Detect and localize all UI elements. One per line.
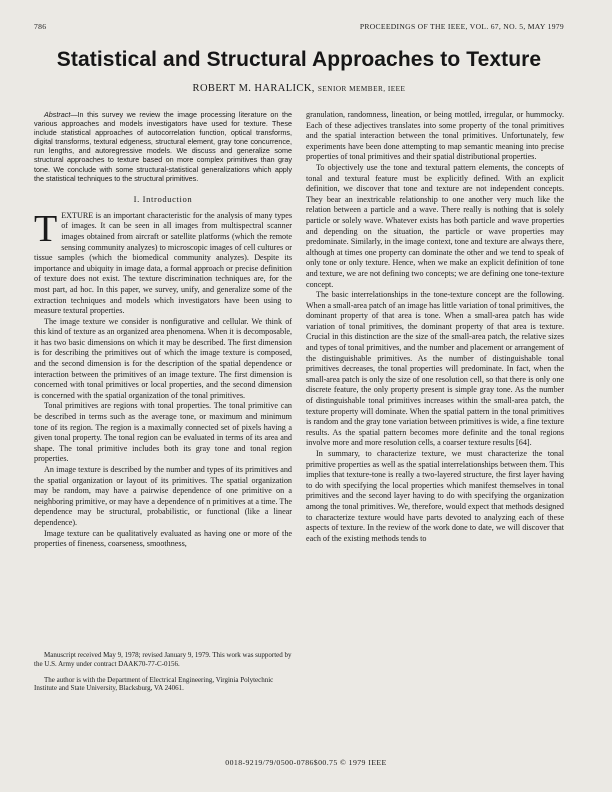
- author-line: [34, 83, 564, 94]
- intro-paragraph-2: The image texture we consider is nonfigurative and cellular. We think of this kind of texture as an organized area phenomena. When it is decomposable, it has two basic dimensions on which it may be described. The first dimension is for describing the primitives out of which the image texture is composed, and the second dimension is for the description of the spatial dependence or interaction between the primitives of an image texture. The first dimension is concerned with tonal primitives or local properties, and the second dimension is concerned with the spatial organization of the tonal primitives.: [34, 316, 292, 400]
- right-paragraph-2: To objectively use the tone and textural pattern elements, the concepts of tonal and textural feature must be explicitly defined. With an explicit definition, we discover that tone and texture are not independent concepts. They bear an inextricable relationship to one another very much like the relation between a particle and a wave. There really is nothing that is solely particle or solely wave. Whatever exists has both particle and wave properties and depending on the situation, the particle or wave properties may predominate. Similarly, in the image context, tone and texture are always there, although at times one property can dominate the other and we tend to speak of only tone or only texture. Hence, when we make an explicit definition of tone and texture, we are not defining two concepts; we are defining one tone-texture concept.: [306, 162, 564, 289]
- abstract-text: —In this survey we review the image processing literature on the various approaches and models investigators have used for texture. These include statistical approaches of autocorrelation function, optical transforms, digital transforms, textural edgeness, structural element, gray tone concurrence, run lengths, and autoregressive models. We discuss and generalize some structural approaches to texture based on more complex primitives than gray tone. We conclude with some structural-statistical generalizations which apply the statistical techniques to the structural primitives.: [34, 110, 292, 183]
- intro-paragraph-1-text: EXTURE is an important characteristic for the analysis of many types of images. It can be seen in all images from multispectral scanner images obtained from aircraft or satellite platforms (which the remote sensing community analyzes) to microscopic images of cell cultures or tissue samples (which the biomedical community analyzes). Despite its importance and ubiquity in image data, a formal approach or precise definition of texture does not exist. The texture discrimination techniques are, for the most part, ad hoc. In this paper, we survey, unify, and generalize some of the extraction techniques and models which investigators have been using to measure textural properties.: [34, 210, 292, 316]
- drop-cap: T: [34, 207, 58, 250]
- running-head: [34, 22, 564, 34]
- two-column-body: [34, 110, 564, 550]
- footnote-affiliation: The author is with the Department of Electrical Engineering, Virginia Polytechnic Institute and State University, Blacksburg, VA 24061.: [34, 675, 274, 693]
- page-number: 786: [34, 22, 47, 31]
- right-paragraph-4: In summary, to characterize texture, we must characterize the tonal primitive properties as well as the spatial interrelationships between them. This implies that texture-tone is really a two-layered structure, the first layer having to do with specifying the local properties which manifest themselves in tonal primitives and the second layer having to do with specifying the organization among the tonal primitives. We, therefore, would expect that methods designed to characterize texture would have parts devoted to analyzing each of these aspects of texture. In the review of the work done to date, we will discover that each of the existing methods tends to: [306, 449, 564, 543]
- footnote-manuscript: Manuscript received May 9, 1978; revised January 9, 1979. This work was supported by the U.S. Army under contract DAAK70-77-C-0156.: [34, 651, 292, 668]
- left-column: [34, 110, 292, 550]
- intro-paragraph-5: Image texture can be qualitatively evaluated as having one or more of the properties of fineness, coarseness, smoothness,: [34, 528, 292, 549]
- abstract-lead: Abstract: [44, 110, 71, 119]
- right-column: [306, 110, 564, 550]
- journal-citation: PROCEEDINGS OF THE IEEE, VOL. 67, NO. 5, MAY 1979: [359, 22, 564, 31]
- intro-paragraph-1: [34, 207, 292, 317]
- copyright-line: 0018-9219/79/0500-0786$00.75 © 1979 IEEE: [225, 758, 387, 767]
- paper-title: Statistical and Structural Approaches to Texture: [56, 48, 542, 71]
- abstract: [34, 110, 292, 183]
- right-paragraph-3: The basic interrelationships in the tone-texture concept are the following. When a small-area patch of an image has little variation of tonal primitives, the dominant property of that area is tone. When a small-area patch has wide variation of tonal primitives, the dominant property of that area is texture. Crucial in this distinction are the size of the small-area patch, the relative sizes and types of tonal primitives, and the number and placement or arrangement of the distinguishable primitives. As the number of distinguishable tonal primitives decreases, the tonal properties will predominate. In fact, when the small-area patch is only the size of one resolution cell, so that there is only one discrete feature, the only property present is simple gray tone. As the number of distinguishable tonal primitives increases within the small-area patch, the texture property will dominate. When the spatial pattern in the tonal primitives is random and the gray tone variation between primitives is wide, a fine texture results. As the spatial pattern becomes more definite and the tonal regions involve more and more resolution cells, a coarser texture results [64].: [306, 290, 564, 448]
- right-paragraph-1: granulation, randomness, lineation, or being mottled, irregular, or hummocky. Each of these adjectives translates into some property of the tonal primitives and the spatial interaction between the tonal primitives. Unfortunately, few experiments have been done attempting to map semantic meaning into precise properties of tonal primitives and their spatial distributional properties.: [306, 110, 564, 162]
- author-membership: SENIOR MEMBER, IEEE: [317, 85, 406, 93]
- intro-paragraph-3: Tonal primitives are regions with tonal properties. The tonal primitive can be described in terms such as the average tone, or maximum and minimum tone of its region. The region is a maximally connected set of pixels having a given tonal property. The tonal region can be evaluated in terms of its area and shape. The tonal primitive includes both its gray tone and tonal region properties.: [34, 401, 292, 464]
- section-heading-introduction: I. Introduction: [133, 193, 193, 204]
- intro-paragraph-4: An image texture is described by the number and types of its primitives and the spatial organization or layout of its primitives. The spatial organization may be random, may have a pairwise dependence of one primitive on a neighboring primitive, or may have a dependence of n primitives at a time. The dependence may be structural, probabilistic, or functional (like a linear dependence).: [34, 465, 292, 527]
- footnotes: [34, 644, 292, 696]
- author-name: ROBERT M. HARALICK,: [192, 83, 315, 94]
